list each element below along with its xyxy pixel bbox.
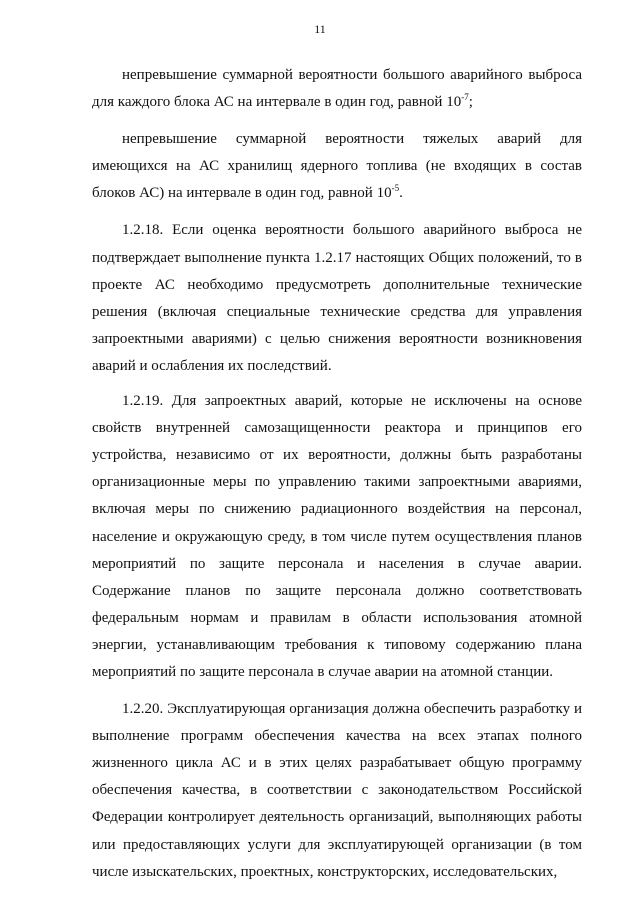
paragraph-text: непревышение суммарной вероятности тяжелых аварий для имеющихся на АС хранилищ ядерного топлива (не входящих в состав блоков АС) на интервале в один год, равной 10 xyxy=(92,131,582,202)
paragraph-1-2-18: 1.2.18. Если оценка вероятности большого аварийного выброса не подтверждает выполнение пункта 1.2.17 настоящих Общих положений, то в проекте АС необходимо предусмотреть дополнительные технические решения (включая специальные технические средства для управления запроектными авариями) с целью снижения вероятности возникновения аварий и ослабления их последствий. xyxy=(92,222,582,374)
page-number: 11 xyxy=(314,22,326,36)
paragraph-probability-release xyxy=(92,62,582,116)
exponent: -5 xyxy=(391,183,400,194)
paragraph-1-2-19: 1.2.19. Для запроектных аварий, которые не исключены на основе свойств внутренней самозащищенности реактора и принципов его устройства, независимо от их вероятности, должны быть разработаны организационные меры по управлению такими запроектными авариями, включая меры по снижению радиационного воздействия на персонал, население и окружающую среду, в том числе путем осуществления планов мероприятий по защите персонала и населения в случае аварии. Содержание планов по защите персонала должно соответствовать федеральным нормам и правилам в области использования атомной энергии, устанавливающим требования к типовому содержанию плана мероприятий по защите персонала в случае аварии на атомной станции. xyxy=(92,393,582,680)
paragraph-tail: . xyxy=(399,185,403,202)
document-body xyxy=(92,62,582,896)
exponent: -7 xyxy=(461,92,469,103)
paragraph-probability-storage xyxy=(92,126,582,207)
paragraph-1-2-20: 1.2.20. Эксплуатирующая организация должна обеспечить разработку и выполнение программ обеспечения качества на всех этапах полного жизненного цикла АС и в этих целях разрабатывает общую программу обеспечения качества, в соответствии с законодательством Российской Федерации контролирует деятельность организаций, выполняющих работы или предоставляющих услуги для эксплуатирующей организации (в том числе изыскательских, проектных, конструкторских, исследовательских, xyxy=(92,701,582,880)
paragraph-text: непревышение суммарной вероятности большого аварийного выброса для каждого блока АС на интервале в один год, равной 10 xyxy=(92,67,582,111)
paragraph-tail: ; xyxy=(468,94,473,111)
